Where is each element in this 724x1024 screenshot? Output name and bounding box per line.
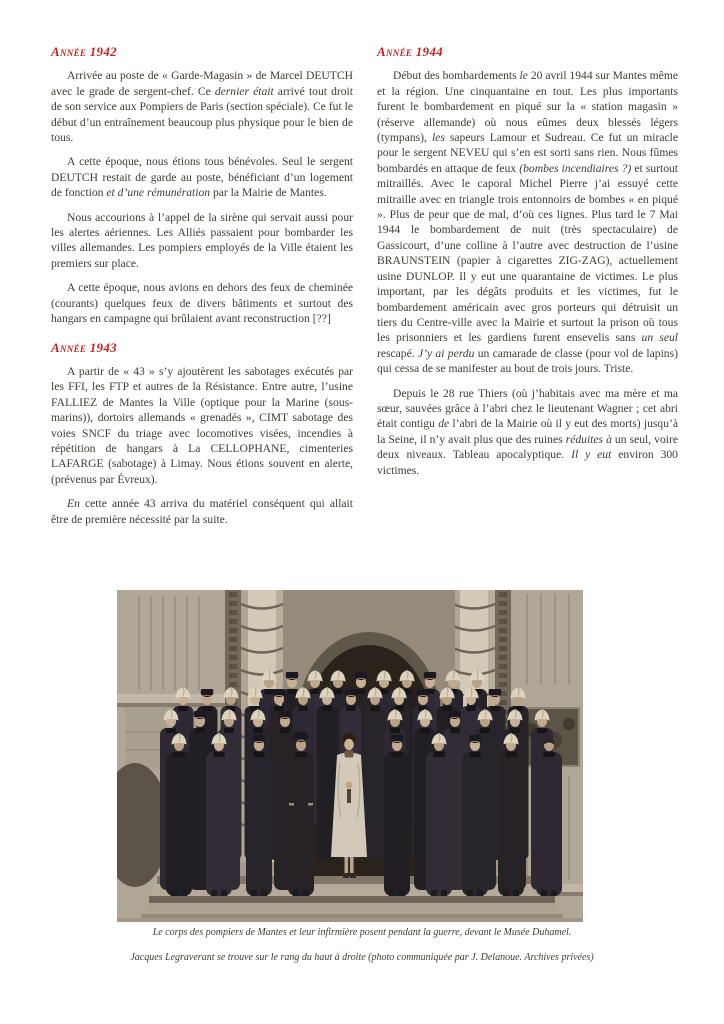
text-run: un camarade de classe (pour vol de lapins) qui cessa de se manifester au bout de trois jours. Triste.	[377, 346, 678, 376]
italic-text-run: les	[431, 131, 445, 145]
photo-sepia-overlay	[117, 590, 583, 922]
text-run: un seul, voire deux niveaux. Tableau apocalyptique.	[377, 432, 679, 462]
text-run: l’abri de la Mairie où il y eut des morts) jusqu’à la Seine, il n’y avait plus que des ruines	[377, 417, 678, 446]
text-run: et surtout mitraillés. Avec le caporal Michel Pierre j’ai essuyé cette mitraille avec en triangle trois entonnoirs de bombes « en piqué ». Plus de peur que de mal, d’où ces lignes. Plus tard le 7 Mai 1944 le bombardement de nuit (très spectaculaire) de Gassicourt, d’une colline à l’autre avec destruction de l’usine BRAUNSTEIN (papier à cigarettes ZIG-ZAG), actuellement usine DUNLOP. Il y eut une quarantaine de victimes. Le plus important, par les dégâts produits et les victimes, fut le bombardement américain avec gros porteurs qui détruisit un tiers du Centre-ville avec la Mairie et surtout la prison où tous les prisonniers et les gardiens furent ensevelis sans	[377, 161, 679, 345]
text-run: rescapé.	[377, 346, 418, 360]
text-run: A cette époque, nous étions tous bénévoles. Seul le sergent DEUTCH restait de garde au poste, bénéficiant d’un logement de fonction	[51, 155, 353, 200]
text-run: Depuis le 28 rue Thiers (où j’habitais avec ma mère et ma sœur, sauvées grâce à l’abri chez le lieutenant Wagner ; cet abri était contigu	[377, 386, 678, 431]
paragraph	[51, 364, 353, 487]
italic-text-run: J’y ai perdu	[417, 346, 475, 360]
text-run: A cette époque, nous avions en dehors des feux de cheminée (courants) quelques feux de divers bâtiments et surtout des hangars en campagne qui brûlaient avant reconstruction [??]	[51, 281, 353, 326]
italic-text-run: de	[438, 417, 450, 431]
text-run: Nous accourions à l’appel de la sirène qui servait aussi pour les alertes aériennes. Les Alliés passaient pour bombarder les villes allemandes. Les pompiers employés de la Ville étaient les premiers sur place.	[51, 210, 353, 270]
text-run: 20 avril 1944 sur Mantes même et la région. Une cinquantaine en tout. Les plus importants furent le bombardement en piqué sur la « station magasin » (réserve allemande) où nous eûmes deux blessés légers (tympans),	[377, 69, 678, 145]
section-heading: Année 1944	[377, 44, 443, 59]
text-run: sapeurs Lamour et Sudreau. Ce fut un miracle pour le sergent NEVEU qui s’en est sorti sans rien. Nous fûmes bombardés en attaque de feux	[377, 131, 678, 175]
text-run: par la Mairie de Mantes.	[210, 186, 327, 200]
paragraph	[51, 496, 353, 527]
italic-text-run: le	[519, 69, 528, 83]
italic-text-run: réduites à	[565, 432, 612, 446]
italic-text-run: En	[67, 497, 80, 511]
paragraph	[51, 68, 353, 145]
text-run: Début des bombardements	[393, 69, 520, 83]
photo-caption-line1: Le corps des pompiers de Mantes et leur infirmière posent pendant la guerre, devant le Musée Duhamel.	[152, 927, 572, 938]
text-run: arrivé tout droit de son service aux Pompiers de Paris (section spéciale). Ce fut le début d’un entraînement beaucoup plus physique pour le bien de tous.	[51, 84, 353, 145]
text-run: environ 300 victimes.	[377, 448, 678, 477]
section-heading: Année 1942	[51, 44, 117, 59]
italic-text-run: (bombes incendiaires ?)	[519, 161, 632, 175]
italic-text-run: Il y eut	[571, 448, 612, 462]
figure-group-photo	[117, 590, 583, 922]
text-run: A partir de « 43 » s’y ajoutèrent les sabotages exécutés par les FFI, les FTP et autres de la Résistance. Entre autre, l’usine FALLIEZ de Mantes la Ville (optique pour la Marine (sous-marins)), dortoirs allemands « grenadés », CIMT sabotage des voies SNCF du triage avec locomotives visées, incendies à répétition de hangars à La CELLOPHANE, cimenteries LAFARGE (sabotage) à Limay. Nous étions souvent en alerte, (prévenus par Évreux).	[51, 364, 353, 486]
italic-text-run: un seul	[641, 331, 678, 345]
photo-caption-line2: Jacques Legraverant se trouve sur le rang du haut à droite (photo communiquée par J. Delanoue. Archives privées)	[130, 952, 594, 963]
right-column	[377, 44, 678, 487]
italic-text-run: dernier était	[214, 84, 274, 98]
paragraph	[377, 68, 678, 376]
italic-text-run: et d’une rémunération	[106, 186, 211, 200]
left-column	[51, 44, 353, 536]
group-photo	[117, 590, 583, 922]
text-run: Arrivée au poste de « Garde-Magasin » de Marcel DEUTCH avec le grade de sergent-chef. Ce	[51, 69, 353, 98]
paragraph	[377, 386, 678, 478]
paragraph	[51, 154, 353, 200]
paragraph	[51, 280, 353, 326]
paragraph	[51, 210, 353, 272]
section-heading: Année 1943	[51, 339, 117, 355]
text-run: cette année 43 arriva du matériel conséquent qui allait être de première nécessité par la suite.	[51, 497, 353, 526]
